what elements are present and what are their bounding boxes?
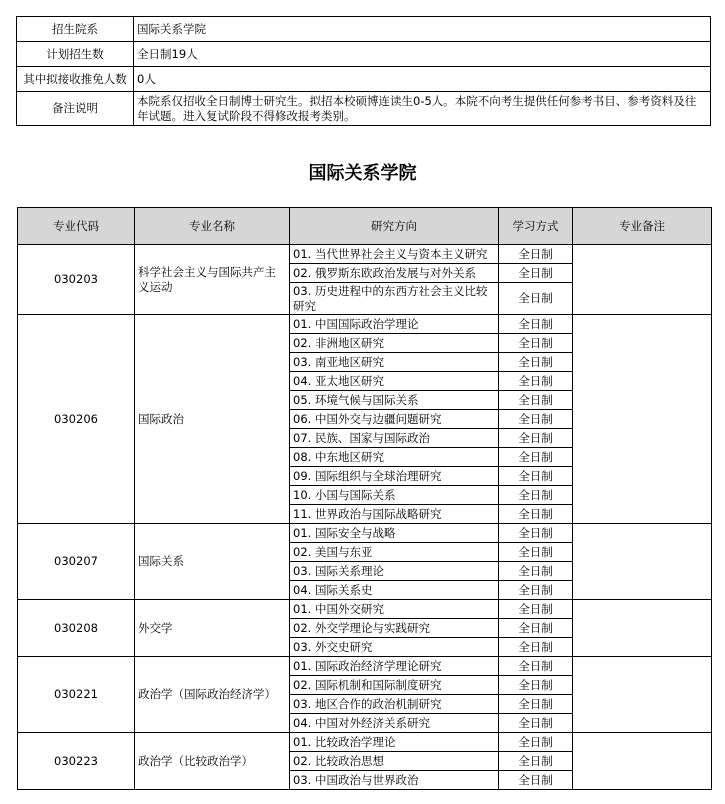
research-direction: 01. 中国外交研究 [290, 600, 499, 619]
page-title: 国际关系学院 [308, 163, 417, 184]
research-direction: 01. 比较政治学理论 [290, 733, 499, 752]
research-direction: 01. 当代世界社会主义与资本主义研究 [290, 245, 499, 264]
research-direction: 02. 国际机制和国际制度研究 [290, 676, 499, 695]
study-mode: 全日制 [499, 315, 573, 334]
header-mode: 学习方式 [499, 208, 573, 245]
major-code: 030203 [18, 245, 135, 315]
research-direction: 04. 中国对外经济关系研究 [290, 714, 499, 733]
study-mode: 全日制 [499, 372, 573, 391]
major-name: 科学社会主义与国际共产主义运动 [135, 245, 290, 315]
major-name: 国际关系 [135, 524, 290, 600]
info-label: 计划招生数 [17, 42, 134, 67]
research-direction: 10. 小国与国际关系 [290, 486, 499, 505]
study-mode: 全日制 [499, 543, 573, 562]
research-direction: 03. 地区合作的政治机制研究 [290, 695, 499, 714]
research-direction: 01. 中国国际政治学理论 [290, 315, 499, 334]
table-row [18, 600, 712, 619]
research-direction: 01. 国际安全与战略 [290, 524, 499, 543]
research-direction: 04. 国际关系史 [290, 581, 499, 600]
research-direction: 06. 中国外交与边疆问题研究 [290, 410, 499, 429]
major-code: 030207 [18, 524, 135, 600]
study-mode: 全日制 [499, 581, 573, 600]
major-remark [573, 600, 712, 657]
research-direction: 03. 历史进程中的东西方社会主义比较研究 [290, 283, 499, 315]
study-mode: 全日制 [499, 448, 573, 467]
study-mode: 全日制 [499, 391, 573, 410]
info-label: 其中拟接收推免人数 [17, 67, 134, 92]
major-remark [573, 245, 712, 315]
table-row [18, 245, 712, 264]
study-mode: 全日制 [499, 676, 573, 695]
study-mode: 全日制 [499, 695, 573, 714]
study-mode: 全日制 [499, 467, 573, 486]
research-direction: 11. 世界政治与国际战略研究 [290, 505, 499, 524]
major-code: 030223 [18, 733, 135, 790]
study-mode: 全日制 [499, 283, 573, 315]
major-name: 政治学（国际政治经济学） [135, 657, 290, 733]
study-mode: 全日制 [499, 600, 573, 619]
major-name: 政治学（比较政治学） [135, 733, 290, 790]
table-row [18, 657, 712, 676]
info-row [17, 17, 711, 42]
major-code: 030208 [18, 600, 135, 657]
major-name: 国际政治 [135, 315, 290, 524]
research-direction: 07. 民族、国家与国际政治 [290, 429, 499, 448]
research-direction: 03. 外交史研究 [290, 638, 499, 657]
research-direction: 02. 美国与东亚 [290, 543, 499, 562]
study-mode: 全日制 [499, 619, 573, 638]
research-direction: 02. 非洲地区研究 [290, 334, 499, 353]
info-value: 本院系仅招收全日制博士研究生。拟招本校硕博连读生0-5人。本院不向考生提供任何参考书目、参考资料及往年试题。进入复试阶段不得修改报考类别。 [134, 92, 711, 126]
header-name: 专业名称 [135, 208, 290, 245]
info-row [17, 42, 711, 67]
research-direction: 09. 国际组织与全球治理研究 [290, 467, 499, 486]
table-row [18, 524, 712, 543]
major-name: 外交学 [135, 600, 290, 657]
research-direction: 03. 国际关系理论 [290, 562, 499, 581]
research-direction: 01. 国际政治经济学理论研究 [290, 657, 499, 676]
study-mode: 全日制 [499, 562, 573, 581]
research-direction: 02. 俄罗斯东欧政治发展与对外关系 [290, 264, 499, 283]
info-value: 全日制19人 [134, 42, 711, 67]
info-row [17, 67, 711, 92]
major-remark [573, 524, 712, 600]
major-remark [573, 315, 712, 524]
info-label: 招生院系 [17, 17, 134, 42]
header-remark: 专业备注 [573, 208, 712, 245]
study-mode: 全日制 [499, 334, 573, 353]
research-direction: 03. 南亚地区研究 [290, 353, 499, 372]
research-direction: 05. 环境气候与国际关系 [290, 391, 499, 410]
research-direction: 04. 亚太地区研究 [290, 372, 499, 391]
major-code: 030206 [18, 315, 135, 524]
header-direction: 研究方向 [290, 208, 499, 245]
study-mode: 全日制 [499, 771, 573, 790]
research-direction: 08. 中东地区研究 [290, 448, 499, 467]
majors-table [17, 207, 712, 790]
research-direction: 03. 中国政治与世界政治 [290, 771, 499, 790]
study-mode: 全日制 [499, 410, 573, 429]
study-mode: 全日制 [499, 638, 573, 657]
study-mode: 全日制 [499, 429, 573, 448]
study-mode: 全日制 [499, 733, 573, 752]
study-mode: 全日制 [499, 714, 573, 733]
info-table [16, 16, 711, 126]
major-code: 030221 [18, 657, 135, 733]
study-mode: 全日制 [499, 245, 573, 264]
study-mode: 全日制 [499, 752, 573, 771]
table-row [18, 315, 712, 334]
major-remark [573, 657, 712, 733]
study-mode: 全日制 [499, 524, 573, 543]
table-row [18, 733, 712, 752]
study-mode: 全日制 [499, 657, 573, 676]
header-code: 专业代码 [18, 208, 135, 245]
study-mode: 全日制 [499, 353, 573, 372]
study-mode: 全日制 [499, 264, 573, 283]
research-direction: 02. 外交学理论与实践研究 [290, 619, 499, 638]
info-label: 备注说明 [17, 92, 134, 126]
study-mode: 全日制 [499, 505, 573, 524]
info-value: 0人 [134, 67, 711, 92]
study-mode: 全日制 [499, 486, 573, 505]
info-value: 国际关系学院 [134, 17, 711, 42]
info-row [17, 92, 711, 126]
research-direction: 02. 比较政治思想 [290, 752, 499, 771]
header-row [18, 208, 712, 245]
major-remark [573, 733, 712, 790]
